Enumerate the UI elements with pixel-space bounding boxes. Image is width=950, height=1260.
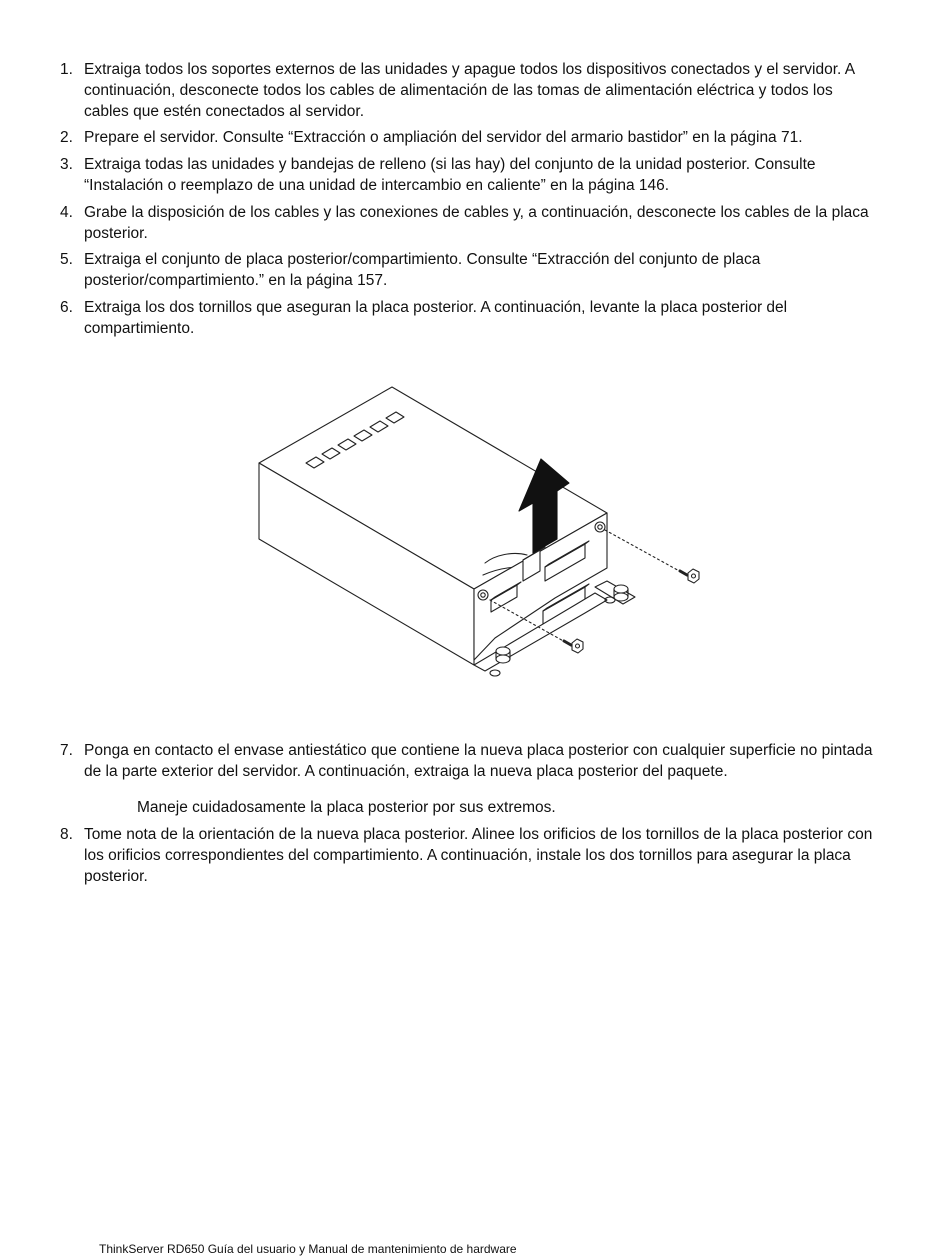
step-text: Extraiga los dos tornillos que aseguran la placa posterior. A continuación, levante la placa posterior del compartimiento. — [84, 298, 788, 337]
step-2 — [60, 128, 880, 149]
step-text: Grabe la disposición de los cables y las conexiones de cables y, a continuación, desconecte los cables de la placa posterior. — [84, 203, 869, 242]
step-text: Extraiga el conjunto de placa posterior/compartimiento. Consulte “Extracción del conjunto de placa posterior/compartimiento.” en la página 157. — [84, 251, 761, 290]
step-3 — [60, 155, 880, 197]
step-number: 1. — [60, 61, 73, 78]
step-4 — [60, 203, 880, 245]
step-1 — [60, 60, 880, 122]
step-text: Tome nota de la orientación de la nueva placa posterior. Alinee los orificios de los tornillos de la placa posterior con los orificios correspondientes del compartimiento. A continuación, instale los dos tornillos para asegurar la placa posterior. — [84, 826, 873, 885]
step-number: 6. — [60, 298, 73, 316]
steps-list-continued — [60, 741, 880, 894]
handling-note: Maneje cuidadosamente la placa posterior por sus extremos. — [137, 798, 556, 816]
backplane-removal-illustration — [255, 385, 725, 685]
step-number: 3. — [60, 156, 73, 174]
step-5 — [60, 250, 880, 292]
step-text: Extraiga todas las unidades y bandejas de relleno (si las hay) del conjunto de la unidad posterior. Consulte “Instalación o reemplazo de una unidad de intercambio en caliente” en la página 146. — [84, 156, 816, 194]
step-text: Extraiga todos los soportes externos de las unidades y apague todos los dispositivos conectados y el servidor. A continuación, desconecte todos los cables de alimentación de las tomas de alimentación eléctrica y todos los cables que estén conectados al servidor. — [84, 61, 855, 120]
step-6 — [60, 298, 880, 340]
steps-list — [60, 60, 880, 346]
step-number: 5. — [60, 251, 73, 269]
step-7 — [60, 741, 880, 783]
page-footer: ThinkServer RD650 Guía del usuario y Manual de mantenimiento de hardware — [99, 1242, 517, 1256]
screw-icon — [564, 639, 583, 653]
step-number: 2. — [60, 129, 73, 147]
step-number: 4. — [60, 203, 73, 221]
step-8 — [60, 825, 880, 887]
step-number: 7. — [60, 742, 73, 759]
screw-icon — [680, 569, 699, 583]
step-text: Prepare el servidor. Consulte “Extracción o ampliación del servidor del armario bastidor” en la página 71. — [84, 129, 803, 147]
step-number: 8. — [60, 826, 73, 844]
step-text: Ponga en contacto el envase antiestático que contiene la nueva placa posterior con cualquier superficie no pintada de la parte exterior del servidor. A continuación, extraiga la nueva placa posterior del paquete. — [84, 742, 873, 780]
